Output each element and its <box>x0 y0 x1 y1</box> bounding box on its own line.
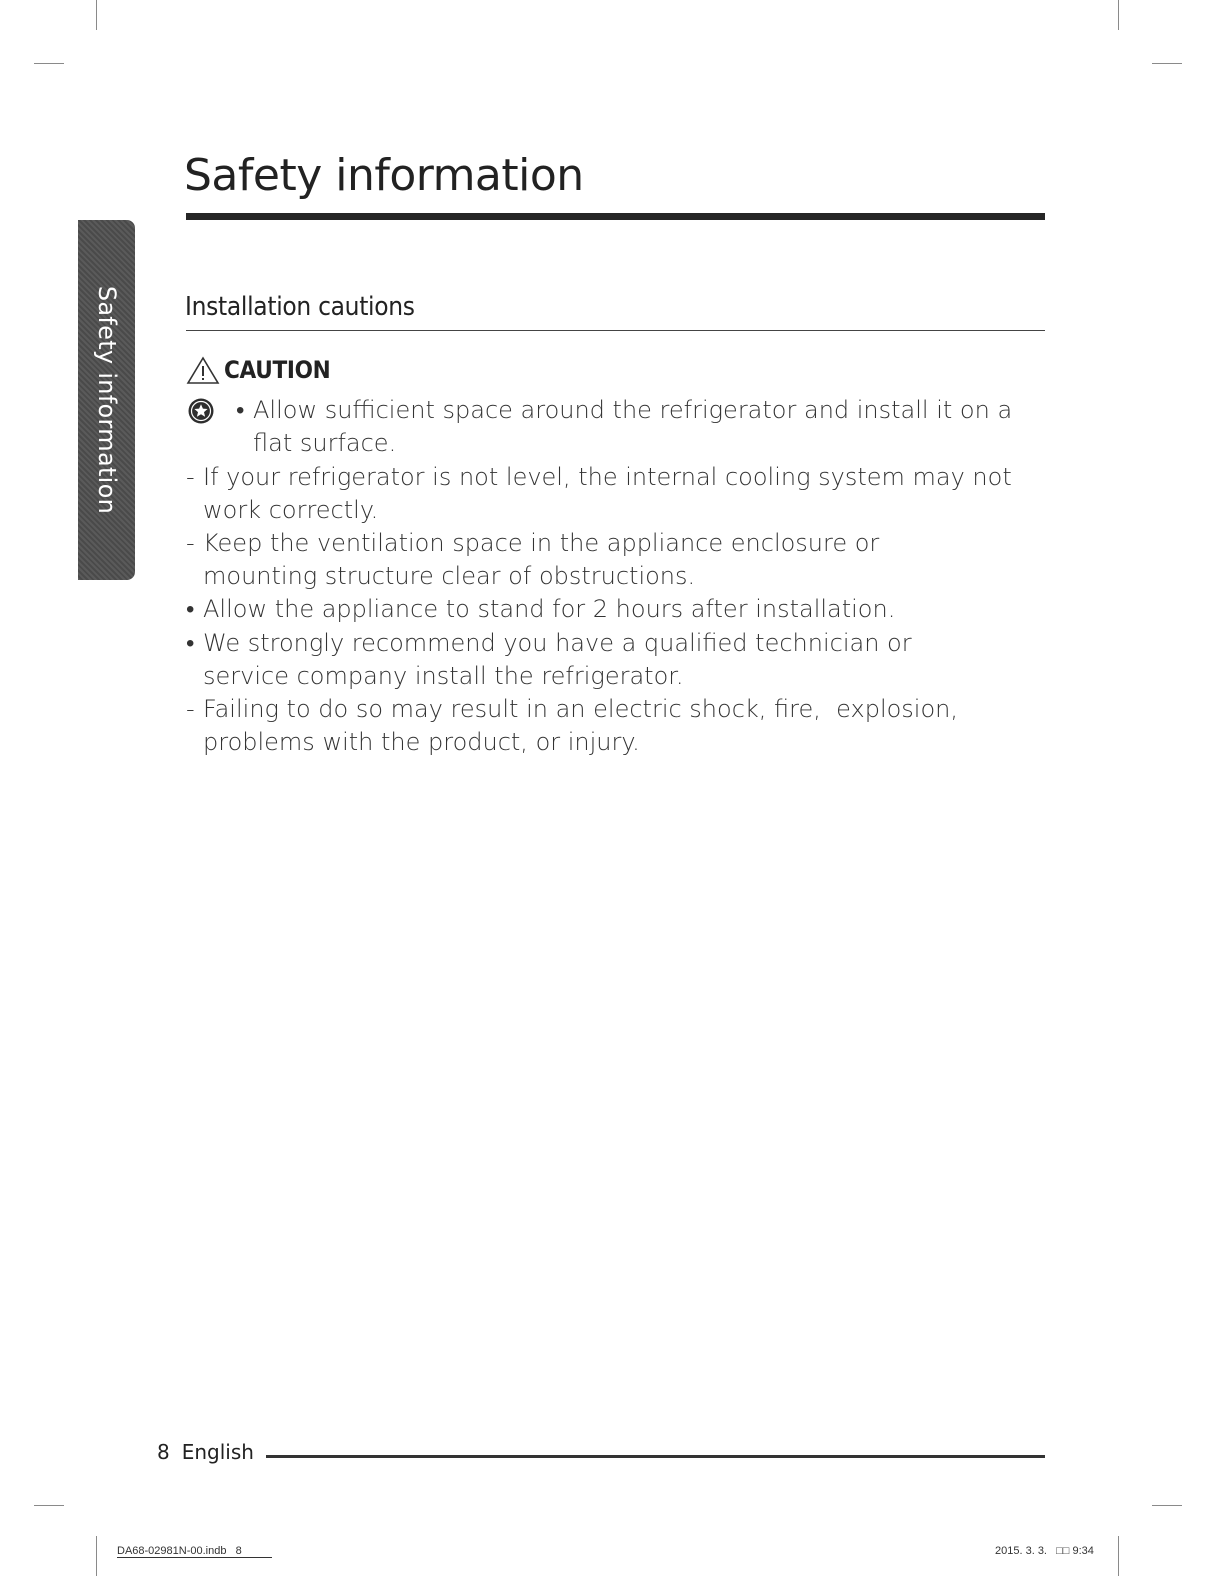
crop-mark <box>34 1505 64 1506</box>
footer-rule <box>266 1455 1045 1458</box>
side-tab <box>78 220 135 580</box>
list-item-text: We strongly recommend you have a qualified technician or service company install the refrigerator. <box>203 629 912 690</box>
list-item <box>236 394 1036 460</box>
caution-label <box>186 355 330 385</box>
crop-mark <box>34 63 64 64</box>
dash-marker: - <box>186 695 195 723</box>
page-number: 8 <box>157 1440 170 1464</box>
section-heading: Installation cautions <box>185 292 415 322</box>
print-timestamp: 2015. 3. 3. □□ 9:34 <box>995 1545 1094 1557</box>
list-item-text: Allow the appliance to stand for 2 hours after installation. <box>203 595 896 623</box>
list-item <box>186 461 1046 527</box>
crop-mark <box>96 0 97 30</box>
bullet-marker: • <box>186 629 195 657</box>
crop-mark <box>1118 0 1119 30</box>
list-item-text: Keep the ventilation space in the appliance enclosure or mounting structure clear of obstructions. <box>203 529 880 590</box>
bullet-marker: • <box>236 396 245 424</box>
page-title: Safety information <box>184 150 584 201</box>
section-rule <box>186 330 1045 331</box>
caution-text: CAUTION <box>224 356 331 384</box>
bullet-marker: • <box>186 595 195 623</box>
list-item <box>186 627 1046 693</box>
crop-mark <box>96 1536 97 1576</box>
footer-language: English <box>181 1440 254 1464</box>
title-rule <box>186 213 1045 220</box>
dash-marker: - <box>186 463 195 491</box>
warning-triangle-icon <box>186 355 220 385</box>
list-item-text: If your refrigerator is not level, the internal cooling system may not work correctly. <box>203 463 1012 524</box>
list-item <box>186 693 1046 759</box>
print-file-name: DA68-02981N-00.indb 8 <box>117 1545 272 1558</box>
list-item-text: Failing to do so may result in an electric shock, fire, explosion, problems with the product, or injury. <box>203 695 966 756</box>
star-circle-icon <box>187 397 215 425</box>
list-item-text: Allow sufficient space around the refrigerator and install it on a flat surface. <box>253 396 1013 457</box>
dash-marker: - <box>186 529 195 557</box>
crop-mark <box>1118 1536 1119 1576</box>
crop-mark <box>1152 1505 1182 1506</box>
crop-mark <box>1152 63 1182 64</box>
side-tab-label: Safety information <box>92 285 121 515</box>
page-footer <box>157 1440 254 1464</box>
list-item <box>186 527 1046 593</box>
list-item <box>186 593 1046 626</box>
